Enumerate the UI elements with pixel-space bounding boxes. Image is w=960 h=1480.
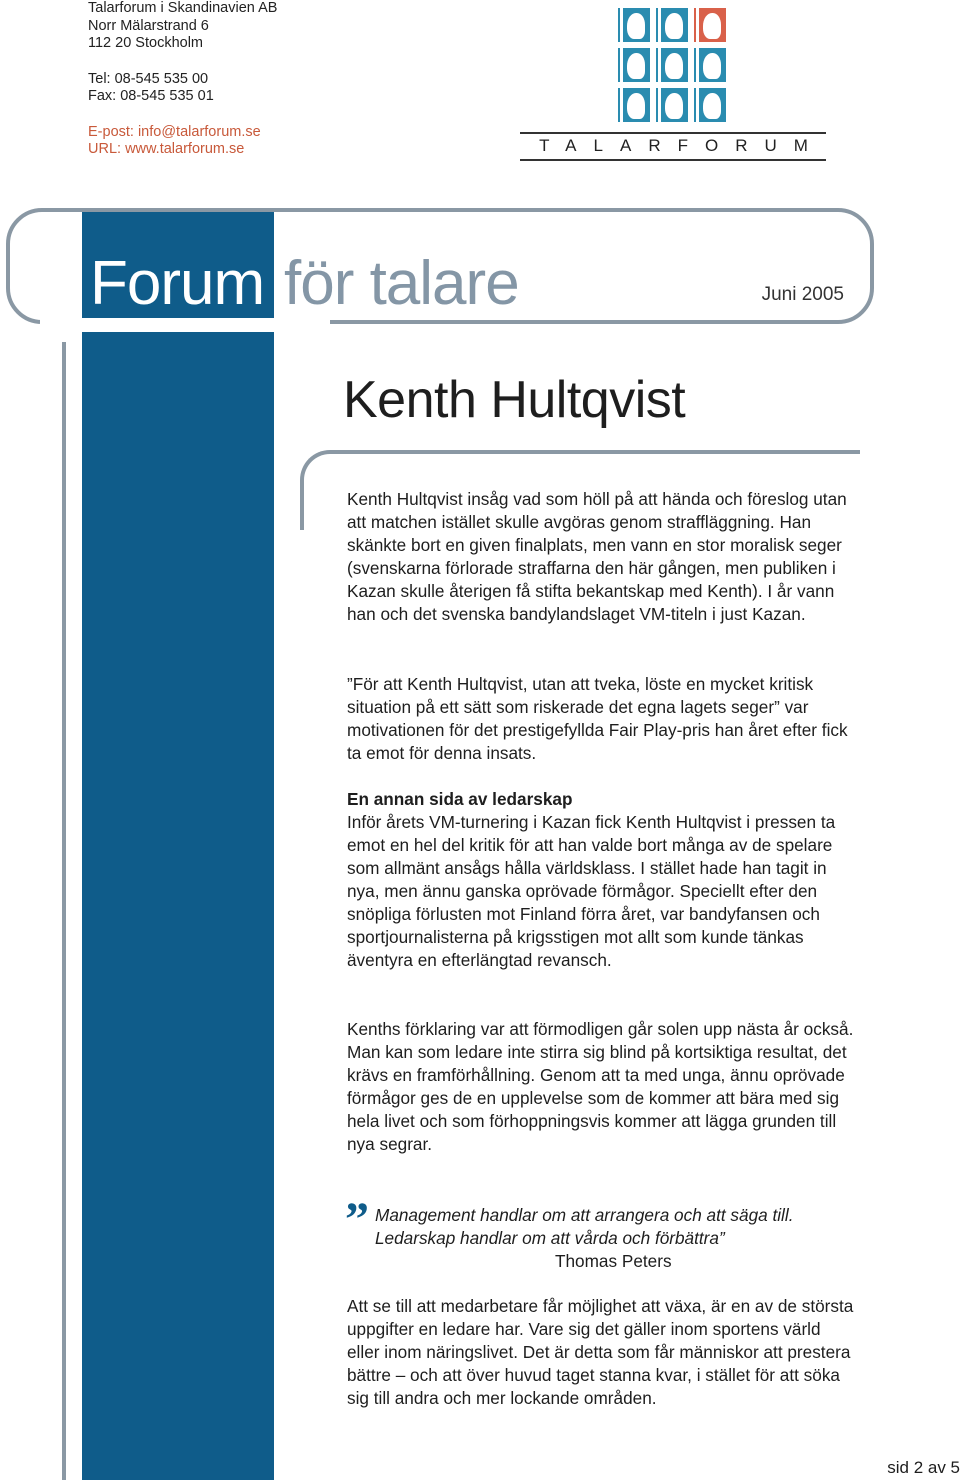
page-number: sid 2 av 5: [887, 1458, 960, 1477]
article-headline: Kenth Hultqvist: [343, 371, 686, 429]
talarforum-logo: [520, 8, 826, 158]
article-intro: [347, 488, 857, 626]
paragraph: Inför årets VM-turnering i Kazan fick Kenth Hultqvist i pressen ta emot en hel del kritik för att han valde bort många av de spelare som allmänt ansågs hålla världsklass. I stället hade han tagit in nya, men ännu ganska oprövade förmågor. Speciellt efter den snöpliga förlusten mot Finland förra året, var bandyfansen och sportjournalisterna på krigsstigen mot allt som kunde tänkas äventyra en efterlängtad revansch.: [347, 812, 836, 970]
blue-sidebar-band: [82, 212, 274, 1480]
article-closing: [347, 1295, 857, 1410]
paragraph: Kenth Hultqvist insåg vad som höll på att hända och föreslog utan att matchen istället skulle avgöras genom straffläggning. Han skänkte bort en given finalplats, men vann en stor moralisk seger (svenskarna förlorade straffarna den här gången, men publiken i Kazan skulle återigen få stifta bekantskap med Kenth). I år vann han och det svenska bandylandslaget VM-titeln i just Kazan.: [347, 489, 847, 624]
masthead-title-rest: för talare: [284, 249, 519, 318]
quote-author: Thomas Peters: [555, 1251, 672, 1271]
quote-mark-icon: ”: [345, 1193, 369, 1246]
street-address: Norr Mälarstrand 6: [88, 17, 209, 34]
quote-line-1: Management handlar om att arrangera och att säga till.: [375, 1205, 794, 1225]
left-rule: [62, 342, 66, 1480]
logo-heads-grid-icon: [618, 8, 728, 126]
paragraph: Att se till att medarbetare får möjlighet att växa, är en av de största uppgifter en ledare har. Vare sig det gäller inom sportens värld eller inom näringslivet. Det är detta som får människor att prestera bättre – och att över huvud taget stanna kvar, i stället för att söka sig till andra och mer lockande områden.: [347, 1296, 854, 1408]
company-name: Talarforum i Skandinavien AB: [88, 0, 278, 16]
website-link[interactable]: URL: www.talarforum.se: [88, 141, 245, 157]
paragraph: Kenths förklaring var att förmodligen går solen upp nästa år också. Man kan som ledare inte stirra sig blind på kortsiktiga resultat, det krävs en framförhållning. Genom att ta med unga, ännu oprövade förmågor ges de en upplevelse som de kommer att bära med sig hela livet och som förhoppningsvis kommer att lägga grunden till nya segrar.: [347, 1019, 854, 1154]
postal-address: 112 20 Stockholm: [88, 35, 203, 51]
masthead-title-forum: Forum: [90, 249, 265, 318]
article-paragraph-block: [347, 1018, 857, 1156]
paragraph: ”För att Kenth Hultqvist, utan att tveka, löste en mycket kritisk situation på ett sätt som riskerade det egna lagets seger” var motivationen för det prestigefyllda Fair Play-pris han året efter fick ta emot för denna insats.: [347, 674, 848, 763]
email-link[interactable]: E-post: info@talarforum.se: [88, 123, 261, 140]
section-subheading: En annan sida av ledarskap: [347, 789, 573, 809]
quote-line-2: Ledarskap handlar om att vårda och förbättra”: [375, 1228, 725, 1248]
article-quote-paragraph: [347, 673, 857, 765]
contact-block: [88, 0, 277, 159]
article-section: [347, 788, 857, 972]
issue-date: Juni 2005: [761, 284, 844, 305]
pull-quote: [345, 1193, 855, 1273]
fax-number: Fax: 08-545 535 01: [88, 88, 214, 104]
logo-wordmark: TALARFORUM: [539, 136, 825, 155]
phone-number: Tel: 08-545 535 00: [88, 70, 209, 87]
